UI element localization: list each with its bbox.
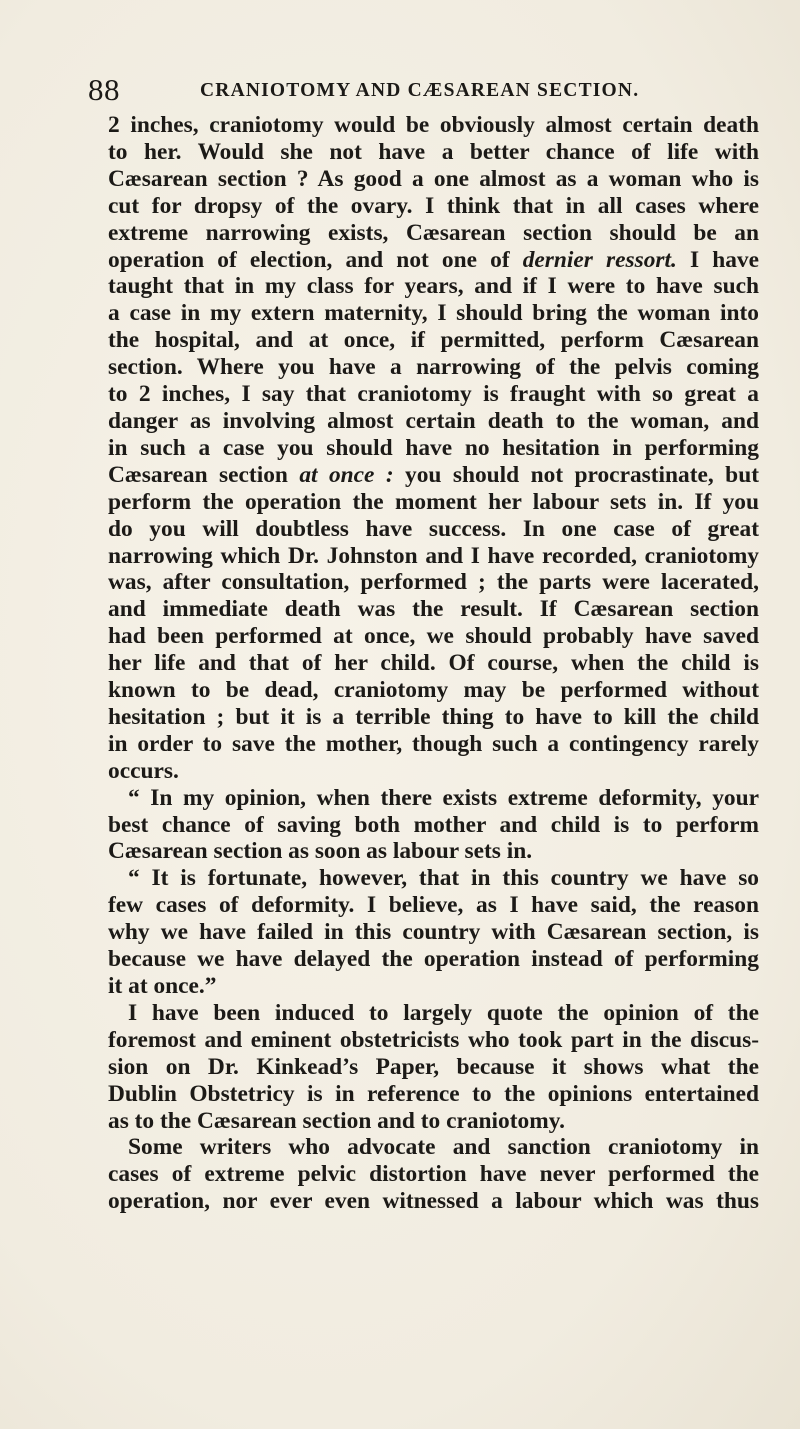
text-line: danger as involving almost certain death to the woman, and [108, 407, 759, 434]
italic-phrase: at once : [299, 461, 394, 488]
text-line-segment: operation of election, and not one of [108, 246, 523, 273]
running-head: CRANIOTOMY AND CÆSAREAN SECTION. [200, 80, 640, 101]
text-line: and immediate death was the result. If Cæsarean section [108, 596, 759, 623]
text-line: Cæsarean section ? As good a one almost as a woman who is [108, 165, 759, 192]
text-line [108, 462, 759, 489]
text-line: few cases of deformity. I believe, as I have said, the reason [108, 892, 759, 919]
text-line: section. Where you have a narrowing of the pelvis coming [108, 354, 759, 381]
text-line: in such a case you should have no hesitation in performing [108, 434, 759, 461]
text-line: why we have failed in this country with Cæsarean section, is [108, 919, 759, 946]
text-line-segment: I have [676, 246, 759, 273]
text-line: Some writers who advocate and sanction craniotomy in [128, 1134, 759, 1161]
text-line-segment: Cæsarean section [108, 461, 300, 488]
text-line: Dublin Obstetricy is in reference to the opinions entertained [108, 1080, 759, 1107]
text-line: perform the operation the moment her labour sets in. If you [108, 488, 759, 515]
text-line: I have been induced to largely quote the opinion of the [128, 999, 759, 1026]
text-line: operation, nor ever even witnessed a labour which was thus [108, 1188, 759, 1215]
text-line: narrowing which Dr. Johnston and I have recorded, craniotomy [108, 542, 759, 569]
text-line: occurs. [108, 757, 179, 784]
text-line: as to the Cæsarean section and to craniotomy. [108, 1107, 565, 1134]
text-line: cut for dropsy of the ovary. I think that in all cases where [108, 192, 759, 219]
text-line [108, 247, 759, 274]
text-line: was, after consultation, performed ; the parts were lacerated, [108, 569, 759, 596]
text-line: had been performed at once, we should probably have saved [108, 623, 759, 650]
text-line: taught that in my class for years, and if I were to have such [108, 273, 759, 300]
text-line: hesitation ; but it is a terrible thing to have to kill the child [108, 703, 759, 730]
text-line: Cæsarean section as soon as labour sets in. [108, 838, 533, 865]
text-line [108, 220, 759, 247]
text-line: because we have delayed the operation instead of performing [108, 946, 759, 973]
text-line: her life and that of her child. Of course, when the child is [108, 650, 759, 677]
text-line: foremost and eminent obstetricists who took part in the discus- [108, 1026, 759, 1053]
text-line-segment: you should not procrastinate, but [393, 461, 759, 488]
text-line: best chance of saving both mother and child is to perform [108, 811, 759, 838]
text-line: “ In my opinion, when there exists extreme deformity, your [128, 784, 759, 811]
text-line: known to be dead, craniotomy may be performed without [108, 677, 759, 704]
text-line: do you will doubtless have success. In one case of great [108, 515, 759, 542]
italic-phrase: dernier ressort. [522, 246, 677, 273]
text-line: a case in my extern maternity, I should bring the woman into [108, 300, 759, 327]
page-number: 88 [88, 72, 120, 107]
page-header [88, 72, 758, 112]
text-line: “ It is fortunate, however, that in this country we have so [128, 865, 759, 892]
text-line: cases of extreme pelvic distortion have never performed the [108, 1161, 759, 1188]
text-line: 2 inches, craniotomy would be obviously almost certain death [108, 112, 759, 138]
text-line: to 2 inches, I say that craniotomy is fraught with so great a [108, 381, 759, 408]
text-line: to her. Would she not have a better chance of life with [108, 138, 759, 165]
text-line: in order to save the mother, though such a contingency rarely [108, 730, 759, 757]
text-line: sion on Dr. Kinkead’s Paper, because it shows what the [108, 1053, 759, 1080]
text-line: it at once.” [108, 973, 217, 999]
text-line: the hospital, and at once, if permitted, perform Cæsarean [108, 327, 759, 354]
text-line-segment: extreme narrowing exists, Cæsarean section should be an [108, 219, 759, 246]
body-text [108, 112, 759, 1215]
